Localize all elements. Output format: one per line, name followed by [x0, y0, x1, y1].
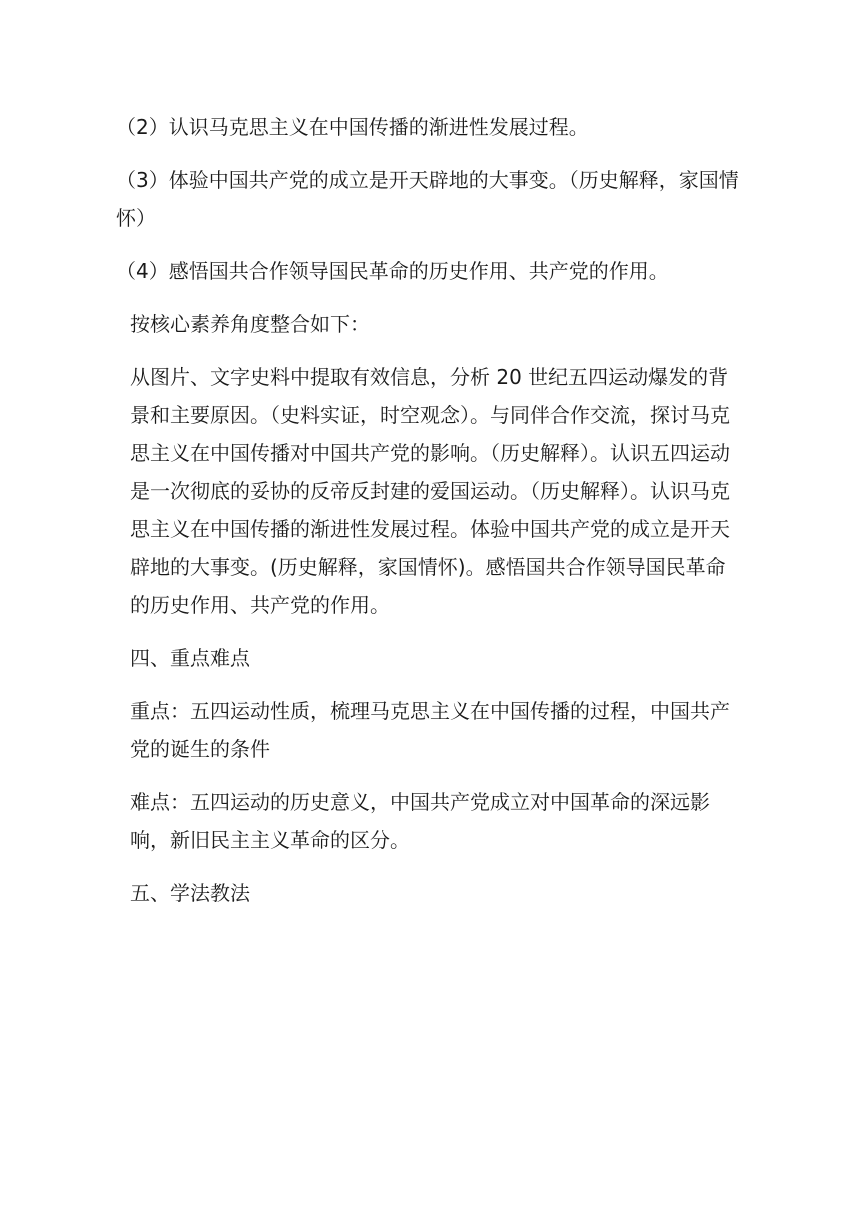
- section-heading-methods: 五、学法教法: [130, 881, 250, 905]
- section-heading-key-points: 四、重点难点: [130, 646, 250, 670]
- document-page: [116, 108, 742, 927]
- key-points-paragraph: 重点：五四运动性质，梳理马克思主义在中国传播的过程，中国共产党的诞生的条件: [130, 699, 730, 761]
- objective-2: （2）认识马克思主义在中国传播的渐进性发展过程。: [116, 115, 589, 139]
- objective-3: （3）体验中国共产党的成立是开天辟地的大事变。（历史解释，家国情怀）: [116, 168, 739, 230]
- core-literacy-paragraph: 从图片、文字史料中提取有效信息，分析 20 世纪五四运动爆发的背景和主要原因。（史料实证，时空观念）。与同伴合作交流，探讨马克思主义在中国传播对中国共产党的影响。（历史解释）。认识五四运动是一次彻底的妥协的反帝反封建的爱国运动。（历史解释）。认识马克思主义在中国传播的渐进性发展过程。体验中国共产党的成立是开天辟地的大事变。(历史解释，家国情怀)。感悟国共合作领导国民革命的历史作用、共产党的作用。: [130, 365, 730, 617]
- difficulties-paragraph: 难点：五四运动的历史意义，中国共产党成立对中国革命的深远影响，新旧民主主义革命的区分。: [130, 790, 710, 852]
- core-literacy-intro: 按核心素养角度整合如下：: [130, 312, 370, 336]
- objective-4: （4）感悟国共合作领导国民革命的历史作用、共产党的作用。: [116, 259, 669, 283]
